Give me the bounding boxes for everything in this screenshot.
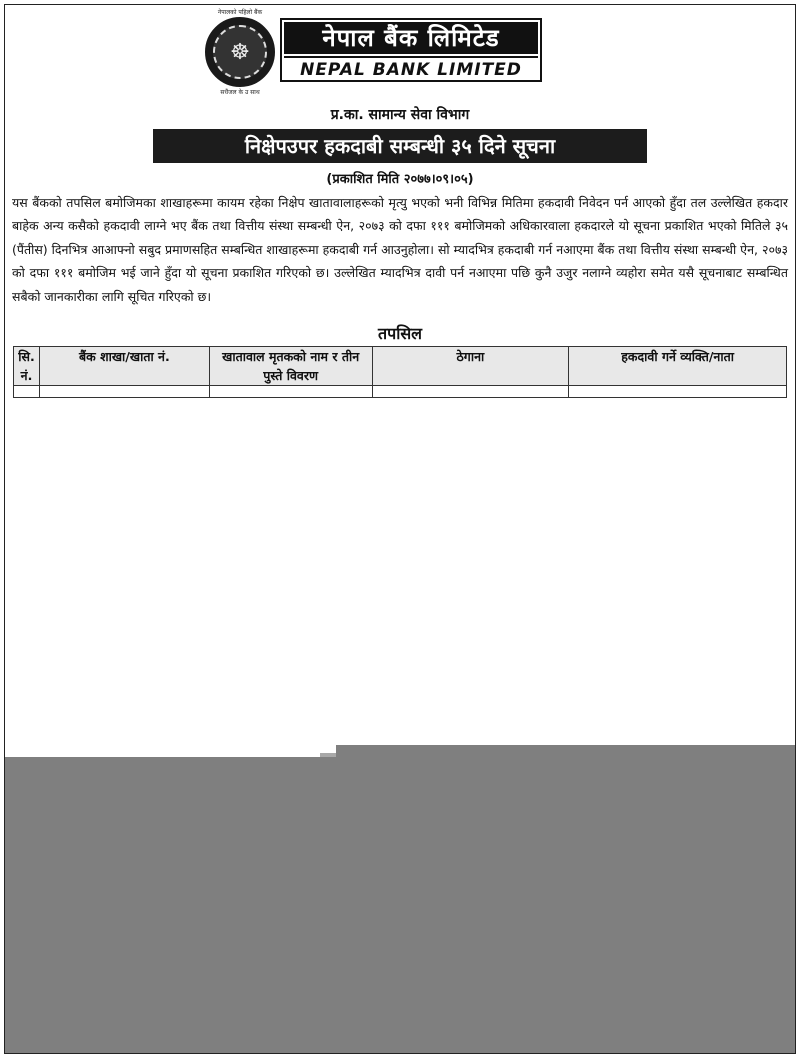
table-row: [14, 386, 787, 398]
claimants-table: [13, 346, 787, 398]
table-header-row: [14, 347, 787, 386]
obscured-region: [5, 761, 795, 1053]
bank-seal-logo: [205, 17, 275, 87]
seal-tagline: सधैंजल के उ साथ: [220, 89, 260, 96]
notice-body: यस बैंकको तपसिल बमोजिमका शाखाहरूमा कायम रहेका निक्षेप खातावालाहरूको मृत्यु भएको भनी विभिन्न मितिमा हकदावी निवेदन पर्न आएको हुँदा तल उल्लेखित हकदार बाहेक अन्य कसैको हकदावी लाग्ने भए बैंक तथा वित्तीय संस्था सम्बन्धी ऐन, २०७३ को दफा १११ बमोजिमको अधिकारवाला हकदारले यो सूचना प्रकाशित भएको मितिले ३५ (पैंतीस) दिनभित्र आआफ्नो सबुद प्रमाणसहित सम्बन्धित शाखाहरूमा हकदाबी गर्न आउनुहोला। सो म्यादभित्र हकदाबी गर्न नआएमा बैंक तथा वित्तीय संस्था सम्बन्धी ऐन, २०७३ को दफा १११ बमोजिम भई जाने हुँदा यो सूचना प्रकाशित गरिएको छ। उल्लेखित म्यादभित्र दावी पर्न नआएमा पछि कुनै उजुर नलाग्ने व्यहोरा समेत यसै सूचनाबाट सम्बन्धित सबैको जानकारीका लागि सूचित गरिएको छ।: [12, 195, 788, 304]
bank-wordmark: [280, 18, 542, 82]
published-date: (प्रकाशित मिति २०७७।०९।०५): [326, 172, 474, 187]
col-serial-number: सि. नं.: [14, 347, 40, 386]
emblem-icon: ☸: [213, 25, 267, 79]
table-caption: तपसिल: [377, 324, 423, 343]
notice-title: निक्षेपउपर हकदाबी सम्बन्धी ३५ दिने सूचना: [153, 129, 647, 163]
bank-name-nepali: नेपाल बैंक लिमिटेड: [284, 22, 538, 54]
seal-top-text: नेपालको पहिलो बैंक: [217, 9, 263, 16]
department-name: प्र.का. सामान्य सेवा विभाग: [330, 107, 470, 123]
bank-name-english: NEPAL BANK LIMITED: [284, 56, 538, 80]
col-address: ठेगाना: [372, 347, 569, 386]
col-claimant-relation: हकदावी गर्ने व्यक्ति/नाता: [569, 347, 787, 386]
col-deceased-details: खातावाल मृतकको नाम र तीन पुस्ते विवरण: [209, 347, 372, 386]
col-branch-account: बैंक शाखा/खाता नं.: [39, 347, 209, 386]
